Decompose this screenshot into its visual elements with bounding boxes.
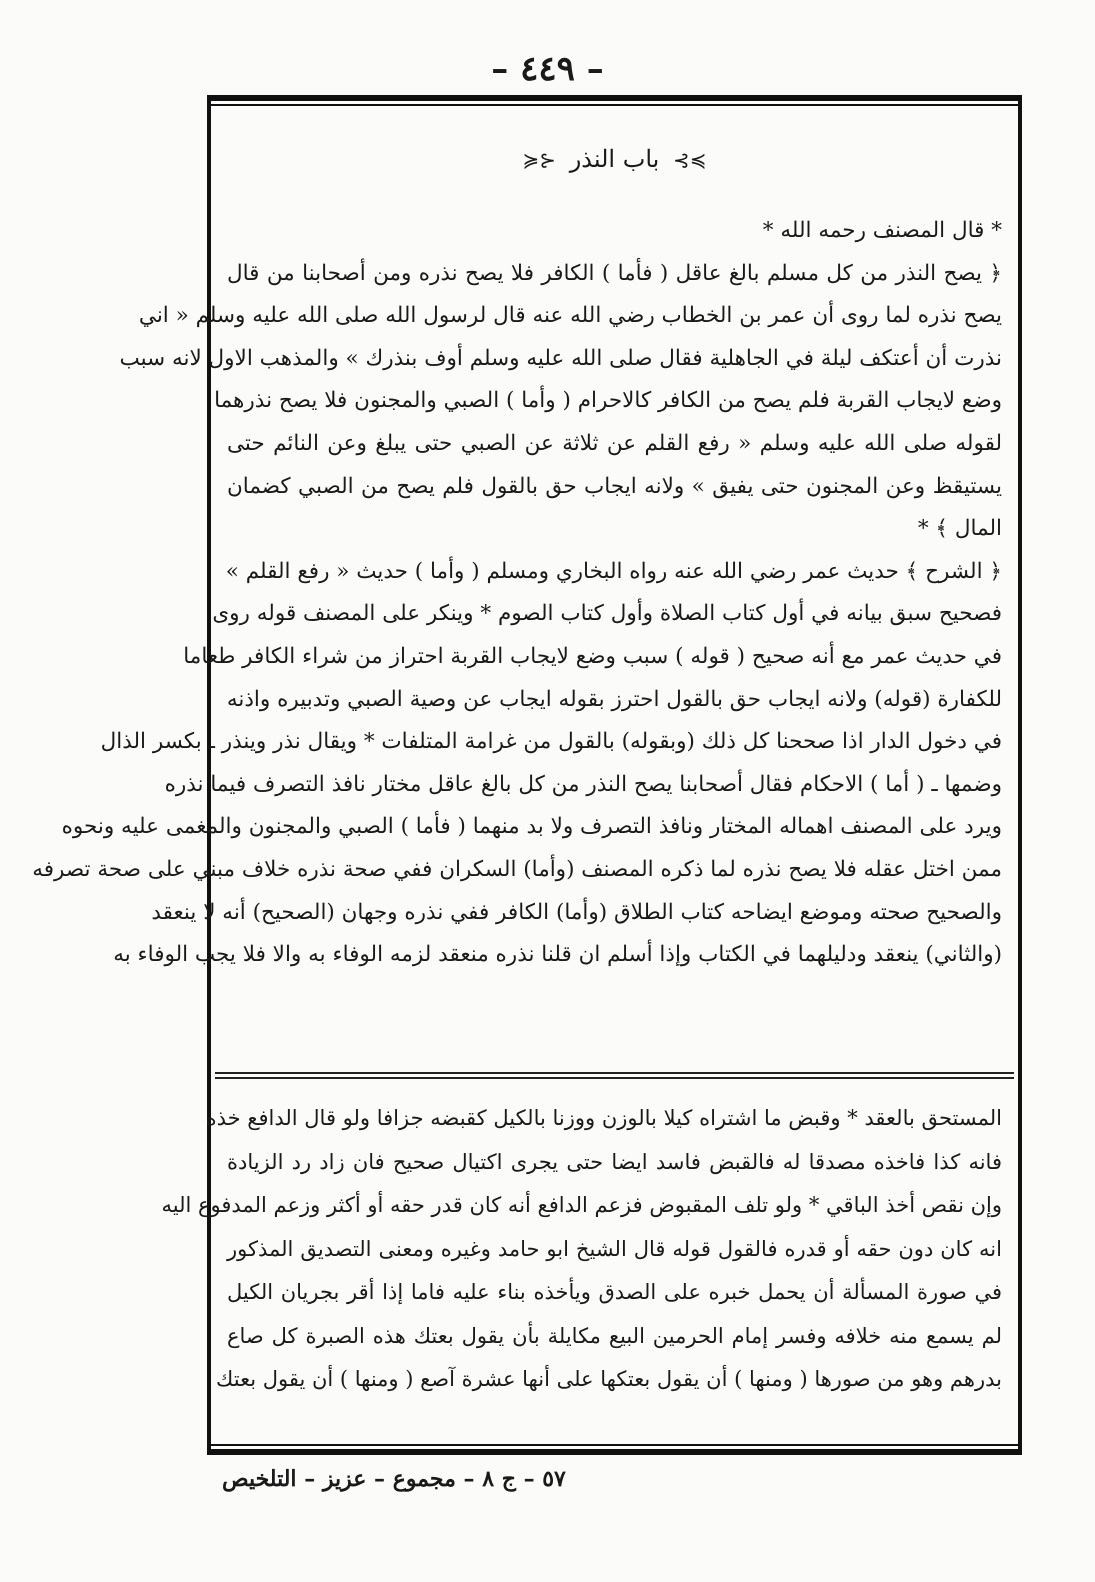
text-line: فصحيح سبق بيانه في أول كتاب الصلاة وأول كتاب الصوم * وينكر على المصنف قوله روى bbox=[212, 601, 1002, 627]
main-text bbox=[32, 210, 1002, 977]
text-line: لقوله صلى الله عليه وسلم « رفع القلم عن ثلاثة عن الصبي حتى يبلغ وعن النائم حتى bbox=[227, 430, 1002, 456]
bottom-border-thick bbox=[207, 1449, 1022, 1455]
ornament-left: ⊰≼ bbox=[522, 148, 557, 172]
footnote-line: بدرهم وهو من صورها ( ومنها ) أن يقول بعتكها على أنها عشرة آصع ( ومنها ) أن يقول بعتك bbox=[216, 1367, 1002, 1391]
text-line: للكفارة (قوله) ولانه ايجاب حق بالقول احترز بقوله ايجاب عن وصية الصبي وتدبيره واذنه bbox=[226, 686, 1002, 712]
right-border bbox=[1018, 95, 1022, 1455]
text-line: ويرد على المصنف اهماله المختار ونافذ التصرف ولا بد منهما ( فأما ) الصبي والمجنون والمغمى عليه ونحوه bbox=[61, 814, 1002, 840]
text-line: (والثاني) ينعقد ودليلهما في الكتاب وإذا أسلم ان قلنا نذره منعقد لزمه الوفاء به والا فلا يجب الوفاء به bbox=[113, 942, 1002, 968]
text-line: في دخول الدار اذا صححنا كل ذلك (وبقوله) بالقول من غرامة المتلفات * ويقال نذر وينذر ـ بكسر الذال bbox=[100, 729, 1002, 755]
footnote-line: انه كان دون حقه أو قدره فالقول قوله قال الشيخ ابو حامد وغيره ومعنى التصديق المذكور bbox=[227, 1236, 1002, 1261]
text-line: يستيقظ وعن المجنون حتى يفيق » ولانه ايجاب حق بالقول فلم يصح من الصبي كضمان bbox=[227, 473, 1002, 499]
footnote-text bbox=[161, 1097, 1002, 1402]
top-border-thick bbox=[207, 95, 1022, 101]
text-line: المال ﴾ * bbox=[917, 516, 1002, 542]
text-line: نذرت أن أعتكف ليلة في الجاهلية فقال صلى الله عليه وسلم أوف بنذرك » والمذهب الاول لانه سبب bbox=[119, 345, 1002, 371]
text-line: ﴿ الشرح ﴾ حديث عمر رضي الله عنه رواه البخاري ومسلم ( وأما ) حديث « رفع القلم » bbox=[225, 558, 1002, 584]
text-line: وضمها ـ ( أما ) الاحكام فقال أصحابنا يصح النذر من كل بالغ عاقل مختار نافذ التصرف فيما نذره bbox=[164, 771, 1002, 797]
text-line: في حديث عمر مع أنه صحيح ( قوله ) سبب وضع لايجاب القربة احتراز من شراء الكافر طعاما bbox=[183, 643, 1002, 669]
footnote-line: لم يسمع منه خلافه وفسر إمام الحرمين البيع مكايلة بأن يقول بعتك هذه الصبرة كل صاع bbox=[227, 1323, 1002, 1348]
footnote-line: في صورة المسألة أن يحمل خبره على الصدق ويأخذه بناء عليه فاما إذا أقر بجريان الكيل bbox=[227, 1280, 1002, 1304]
text-line: وضع لايجاب القربة فلم يصح من الكافر كالاحرام ( وأما ) الصبي والمجنون فلا يصح نذرهما bbox=[214, 388, 1002, 414]
text-line: يصح نذره لما روى أن عمر بن الخطاب رضي الله عنه قال لرسول الله صلى الله عليه وسلم « اني bbox=[138, 303, 1002, 329]
text-line: ممن اختل عقله فلا يصح نذره لما ذكره المصنف (وأما) السكران ففي صحة نذره خلاف مبني على صحة تصرفه bbox=[32, 856, 1002, 882]
text-line: والصحيح صحته وموضع ايضاحه كتاب الطلاق (وأما) الكافر ففي نذره وجهان (الصحيح) أنه لا ينعقد bbox=[151, 899, 1002, 925]
chapter-title-text: باب النذر bbox=[569, 145, 660, 173]
ornament-right: ≽⊱ bbox=[672, 148, 707, 172]
footnote-separator bbox=[215, 1072, 1014, 1074]
page-frame bbox=[32, 95, 1022, 1455]
chapter-title bbox=[207, 145, 1022, 173]
text-line: ﴿ يصح النذر من كل مسلم بالغ عاقل ( فأما ) الكافر فلا يصح نذره ومن أصحابنا من قال bbox=[227, 260, 1002, 286]
page-number: – ٤٤٩ – bbox=[491, 49, 604, 89]
signature-footer: ٥٧ – ج ٨ – مجموع – عزيز – التلخيص bbox=[222, 1466, 566, 1492]
top-border-thin bbox=[207, 104, 1022, 106]
footnote-line: وإن نقص أخذ الباقي * ولو تلف المقبوض فزعم الدافع أنه كان قدر حقه أو أكثر وزعم المدفوع اليه bbox=[161, 1193, 1002, 1217]
footnote-separator-2 bbox=[215, 1077, 1014, 1079]
footnote-line: فانه كذا فاخذه مصدقا له فالقبض فاسد ايضا حتى يجرى اكتيال صحيح فان زاد رد الزيادة bbox=[227, 1149, 1002, 1174]
bottom-border-thin bbox=[207, 1444, 1022, 1446]
text-line: * قال المصنف رحمه الله * bbox=[762, 218, 1002, 243]
footnote-line: المستحق بالعقد * وقبض ما اشتراه كيلا بالوزن ووزنا بالكيل كقبضه جزافا ولو قال الدافع خذه bbox=[205, 1106, 1002, 1130]
